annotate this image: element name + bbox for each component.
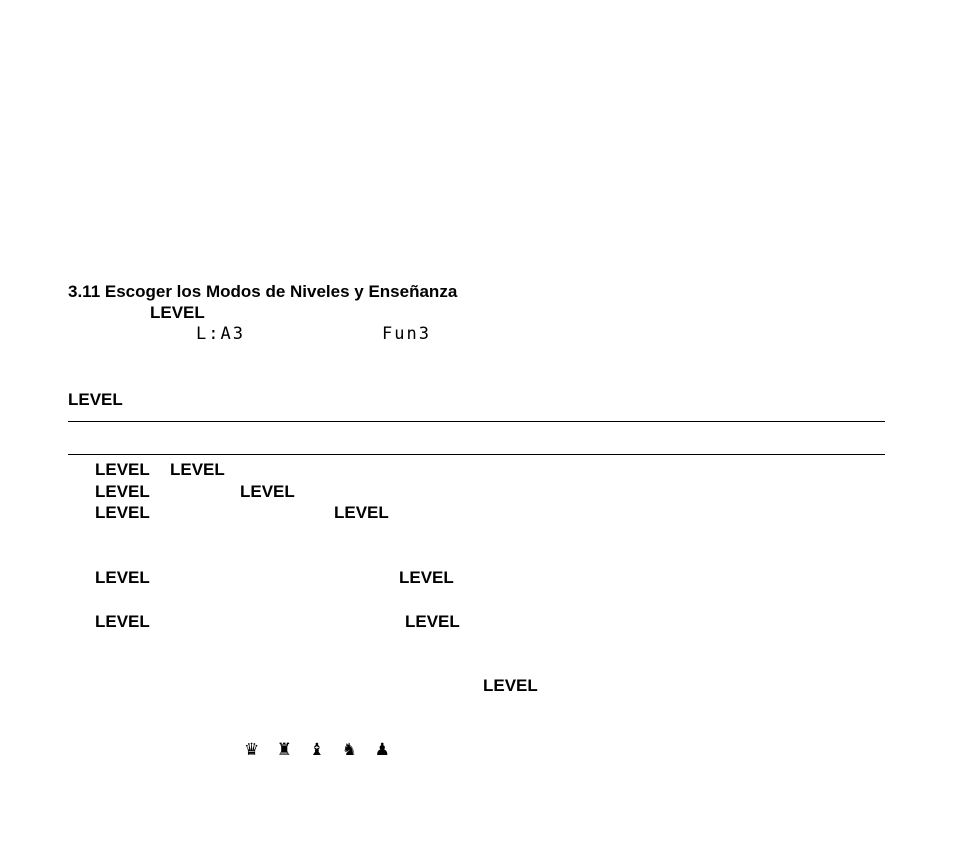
level-key-label: LEVEL: [170, 460, 225, 479]
chess-pieces-icons: ♛ ♜ ♝ ♞ ♟: [244, 740, 396, 760]
level-key-label: LEVEL: [334, 503, 389, 522]
level-key-label: LEVEL: [483, 676, 538, 695]
divider-top: [68, 421, 885, 422]
level-key-label: LEVEL: [95, 503, 150, 522]
level-key-label: LEVEL: [95, 568, 150, 587]
level-key-label: LEVEL: [95, 482, 150, 501]
level-key-label: LEVEL: [68, 390, 123, 409]
section-heading: 3.11 Escoger los Modos de Niveles y Enseñanza: [68, 282, 458, 301]
level-key-label: LEVEL: [95, 612, 150, 631]
level-key-label: LEVEL: [95, 460, 150, 479]
lcd-fun-display: Fun3: [382, 324, 431, 344]
level-key-label: LEVEL: [405, 612, 460, 631]
level-key-label: LEVEL: [150, 303, 205, 322]
divider-bottom: [68, 454, 885, 455]
level-key-label: LEVEL: [240, 482, 295, 501]
level-key-label: LEVEL: [399, 568, 454, 587]
lcd-level-display: L:A3: [196, 324, 245, 344]
